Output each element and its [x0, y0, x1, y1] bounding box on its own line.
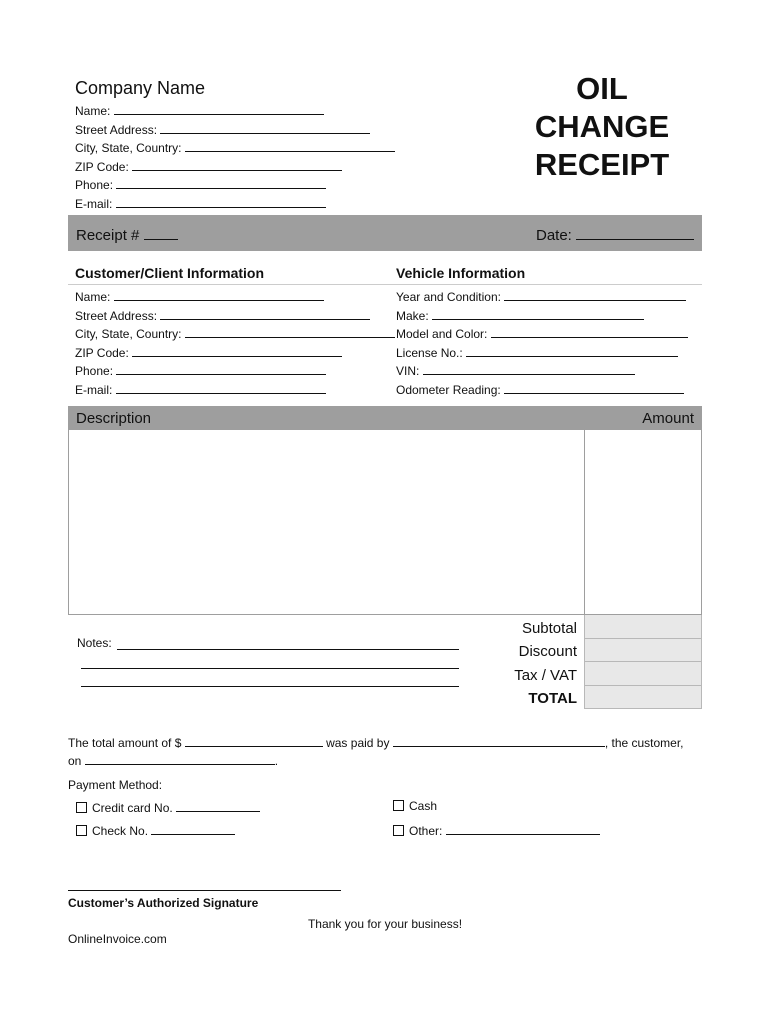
cash-option[interactable]: Cash — [393, 799, 437, 813]
company-street-field[interactable]: Street Address: — [75, 121, 395, 140]
company-phone-field[interactable]: Phone: — [75, 176, 395, 195]
company-zip-field[interactable]: ZIP Code: — [75, 158, 395, 177]
vehicle-make-field[interactable]: Make: — [396, 307, 688, 326]
customer-name-field[interactable]: Name: — [75, 288, 395, 307]
vehicle-vin-field[interactable]: VIN: — [396, 362, 688, 381]
checkbox-icon[interactable] — [76, 825, 87, 836]
vehicle-year-field[interactable]: Year and Condition: — [396, 288, 688, 307]
amount-column[interactable] — [584, 430, 702, 615]
customer-phone-field[interactable]: Phone: — [75, 362, 395, 381]
company-name-field[interactable]: Name: — [75, 102, 395, 121]
vehicle-model-field[interactable]: Model and Color: — [396, 325, 688, 344]
payment-statement: The total amount of $ was paid by , the customer, on . — [68, 736, 684, 768]
total-label: TOTAL — [528, 690, 577, 707]
discount-value[interactable] — [584, 639, 702, 663]
customer-zip-field[interactable]: ZIP Code: — [75, 344, 395, 363]
vehicle-odometer-field[interactable]: Odometer Reading: — [396, 381, 688, 400]
credit-card-option[interactable]: Credit card No. — [76, 799, 260, 815]
customer-street-field[interactable]: Street Address: — [75, 307, 395, 326]
notes-line[interactable] — [81, 668, 459, 669]
tax-label: Tax / VAT — [514, 667, 577, 684]
customer-info-heading: Customer/Client Information — [75, 265, 265, 281]
amount-header: Amount — [642, 410, 694, 427]
description-header: Description — [76, 410, 152, 427]
subtotal-value[interactable] — [584, 615, 702, 639]
checkbox-icon[interactable] — [393, 825, 404, 836]
vehicle-fields — [396, 288, 688, 399]
notes-label: Notes: — [77, 636, 112, 650]
paid-on-date-field[interactable] — [85, 752, 275, 765]
payment-method-label: Payment Method: — [68, 778, 163, 792]
notes-line[interactable] — [81, 686, 459, 687]
check-option[interactable]: Check No. — [76, 822, 235, 838]
total-value[interactable] — [584, 686, 702, 710]
discount-label: Discount — [518, 643, 577, 660]
checkbox-icon[interactable] — [393, 800, 404, 811]
footer-website: OnlineInvoice.com — [68, 932, 167, 946]
amount-paid-field[interactable] — [185, 734, 323, 747]
other-option[interactable]: Other: — [393, 822, 600, 838]
company-contact-fields — [75, 102, 395, 213]
subtotal-label: Subtotal — [521, 620, 577, 637]
signature-label: Customer’s Authorized Signature — [68, 896, 259, 910]
company-city-field[interactable]: City, State, Country: — [75, 139, 395, 158]
notes-line[interactable] — [117, 649, 459, 650]
paid-by-field[interactable] — [393, 734, 605, 747]
thank-you-message: Thank you for your business! — [307, 917, 463, 931]
totals-cells — [584, 615, 702, 709]
customer-fields — [75, 288, 395, 399]
tax-value[interactable] — [584, 662, 702, 686]
document-title: OIL CHANGE RECEIPT — [534, 71, 670, 182]
vehicle-license-field[interactable]: License No.: — [396, 344, 688, 363]
section-divider — [68, 284, 702, 285]
customer-city-field[interactable]: City, State, Country: — [75, 325, 395, 344]
company-name: Company Name — [75, 78, 206, 98]
date-field[interactable]: Date: — [536, 226, 694, 244]
company-email-field[interactable]: E-mail: — [75, 195, 395, 214]
checkbox-icon[interactable] — [76, 802, 87, 813]
signature-line[interactable] — [68, 890, 341, 891]
customer-email-field[interactable]: E-mail: — [75, 381, 395, 400]
receipt-number-field[interactable]: Receipt # — [76, 226, 178, 244]
vehicle-info-heading: Vehicle Information — [396, 265, 526, 281]
description-area[interactable] — [69, 430, 584, 614]
